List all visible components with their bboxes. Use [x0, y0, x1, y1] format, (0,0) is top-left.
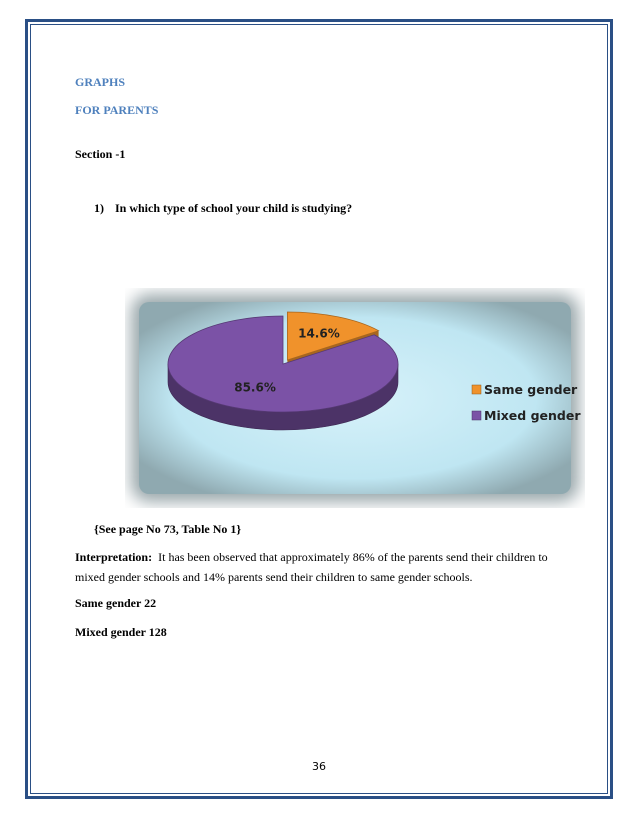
heading-graphs: GRAPHS — [75, 75, 126, 89]
table-reference: {See page No 73, Table No 1} — [94, 522, 242, 536]
data-label-same-gender: 14.6% — [298, 326, 340, 341]
question-number: 1) — [94, 201, 104, 215]
legend-swatch-same-gender — [472, 385, 481, 394]
question — [94, 201, 352, 216]
same-gender-count: Same gender 22 — [75, 596, 157, 610]
pie-chart — [125, 288, 585, 508]
page-number: 36 — [312, 760, 326, 773]
data-label-mixed-gender: 85.6% — [234, 380, 276, 395]
heading-for-parents: FOR PARENTS — [75, 103, 159, 117]
question-text: In which type of school your child is studying? — [115, 201, 353, 215]
legend-swatch-mixed-gender — [472, 411, 481, 420]
legend-label-mixed-gender: Mixed gender — [484, 408, 581, 423]
interpretation — [75, 547, 575, 587]
mixed-gender-count: Mixed gender 128 — [75, 625, 167, 639]
pie-chart-svg — [125, 288, 585, 508]
section-title: Section -1 — [75, 147, 126, 161]
legend-label-same-gender: Same gender — [484, 382, 578, 397]
interpretation-label: Interpretation: — [75, 550, 153, 564]
interpretation-text: It has been observed that approximately 86% of the parents send their children to mixed gender schools and 14% parents send their children to same gender schools. — [75, 550, 548, 584]
